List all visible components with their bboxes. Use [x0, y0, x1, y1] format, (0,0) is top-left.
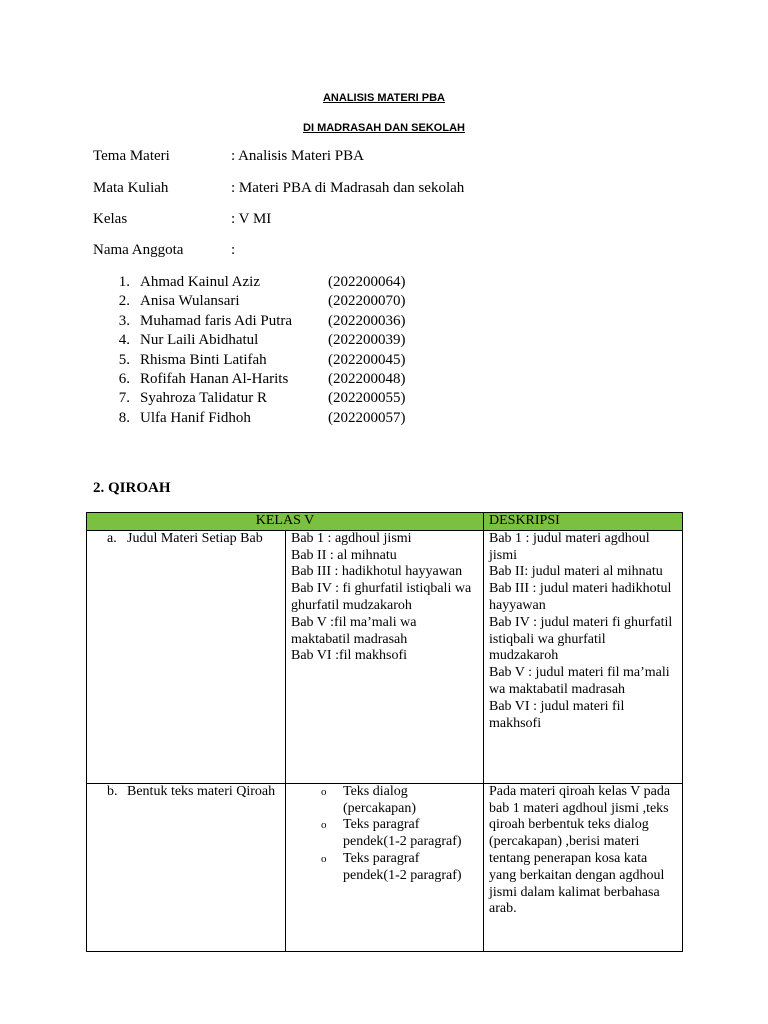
member-nim: (202200045) [328, 351, 406, 368]
member-nim: (202200036) [328, 312, 406, 329]
member-name: Rofifah Hanan Al-Harits [140, 370, 289, 387]
bab-list-cell [286, 530, 484, 783]
deskripsi-item: Bab III : judul materi hadikhotul hayyawan [489, 581, 672, 613]
bullet-text: Teks paragraf pendek(1-2 paragraf) [343, 817, 462, 850]
member-nim: (202200070) [328, 293, 406, 310]
member-nim: (202200057) [328, 409, 406, 426]
list-item [321, 784, 478, 818]
row-label-text: Judul Materi Setiap Bab [127, 530, 263, 546]
member-number: 3. [118, 312, 130, 329]
header-kelas: KELAS V [87, 513, 484, 531]
table-row [87, 530, 683, 783]
list-item [321, 817, 478, 851]
row-letter: b. [107, 783, 118, 799]
info-value: : [231, 242, 236, 258]
member-name: Ulfa Hanif Fidhoh [140, 409, 251, 426]
info-label: Mata Kuliah [93, 180, 169, 196]
bullet-text: Teks paragraf pendek(1-2 paragraf) [343, 850, 462, 883]
table-row [87, 783, 683, 951]
member-name: Rhisma Binti Latifah [140, 351, 267, 368]
info-value: : Materi PBA di Madrasah dan sekolah [231, 180, 465, 196]
bullet-list [291, 784, 478, 885]
member-name: Ahmad Kainul Aziz [140, 274, 260, 290]
member-number: 5. [118, 351, 130, 368]
qiroah-table [86, 512, 683, 952]
member-nim: (202200055) [328, 390, 406, 407]
row-label-cell [87, 783, 286, 951]
member-nim: (202200064) [328, 274, 406, 290]
info-label: Nama Anggota [93, 242, 184, 258]
doc-title: ANALISIS MATERI PBA [322, 92, 446, 104]
bab-item: Bab VI :fil makhsofi [291, 648, 408, 664]
deskripsi-item: Bab IV : judul materi fi ghurfatil istiqbali wa ghurfatil mudzakaroh [489, 614, 673, 664]
bab-item: Bab IV : fi ghurfatil istiqbali wa ghurfatil mudzakaroh [291, 581, 472, 613]
member-nim: (202200048) [328, 370, 406, 387]
bab-item: Bab V :fil ma’mali wa maktabatil madrasah [291, 614, 417, 647]
bullet-text: Teks dialog (percakapan) [343, 783, 417, 816]
deskripsi-cell: Pada materi qiroah kelas V pada bab 1 materi agdhoul jismi ,teks qiroah berbentuk teks dialog (percakapan) ,berisi materi tentang penerapan kosa kata yang berkaitan dengan agdhoul jismi dalam kalimat berbahasa arab. [484, 783, 683, 951]
deskripsi-item: Bab II: judul materi al mihnatu [489, 564, 663, 580]
row-letter: a. [107, 530, 117, 546]
row-label-cell [87, 530, 286, 783]
row-label [92, 531, 280, 548]
header-deskripsi: DESKRIPSI [484, 513, 683, 531]
bullet-circle-icon: o [321, 819, 327, 832]
row-label-text: Bentuk teks materi Qiroah [127, 783, 276, 799]
member-number: 4. [118, 332, 130, 349]
section-title: 2. QIROAH [93, 480, 171, 496]
deskripsi-cell [484, 530, 683, 783]
member-name: Syahroza Talidatur R [140, 390, 267, 407]
member-number: 2. [118, 293, 130, 310]
bullet-circle-icon: o [321, 785, 327, 798]
member-name: Nur Laili Abidhatul [140, 332, 259, 349]
bab-item: Bab III : hadikhotul hayyawan [291, 564, 463, 580]
deskripsi-item: Bab VI : judul materi fil makhsofi [489, 698, 625, 731]
doc-subtitle: DI MADRASAH DAN SEKOLAH [303, 122, 465, 134]
bab-item: Bab II : al mihnatu [291, 547, 397, 563]
member-number: 7. [118, 390, 130, 407]
deskripsi-item: Bab V : judul materi fil ma’mali wa maktabatil madrasah [489, 665, 670, 697]
list-item [321, 851, 478, 885]
member-nim: (202200039) [328, 332, 406, 349]
row-label [92, 784, 280, 801]
member-number: 6. [118, 370, 130, 387]
member-name: Muhamad faris Adi Putra [140, 312, 293, 329]
member-number: 1. [118, 274, 130, 290]
info-value: : V MI [231, 211, 272, 227]
info-label: Tema Materi [93, 148, 170, 164]
info-value: : Analisis Materi PBA [231, 148, 364, 164]
bullet-list-cell [286, 783, 484, 951]
table-header-row [87, 513, 683, 531]
bab-item: Bab 1 : agdhoul jismi [291, 530, 412, 546]
member-number: 8. [118, 409, 130, 426]
deskripsi-item: Bab 1 : judul materi agdhoul jismi [489, 530, 650, 563]
member-name: Anisa Wulansari [140, 293, 240, 310]
bullet-circle-icon: o [321, 852, 327, 865]
info-label: Kelas [93, 211, 128, 227]
